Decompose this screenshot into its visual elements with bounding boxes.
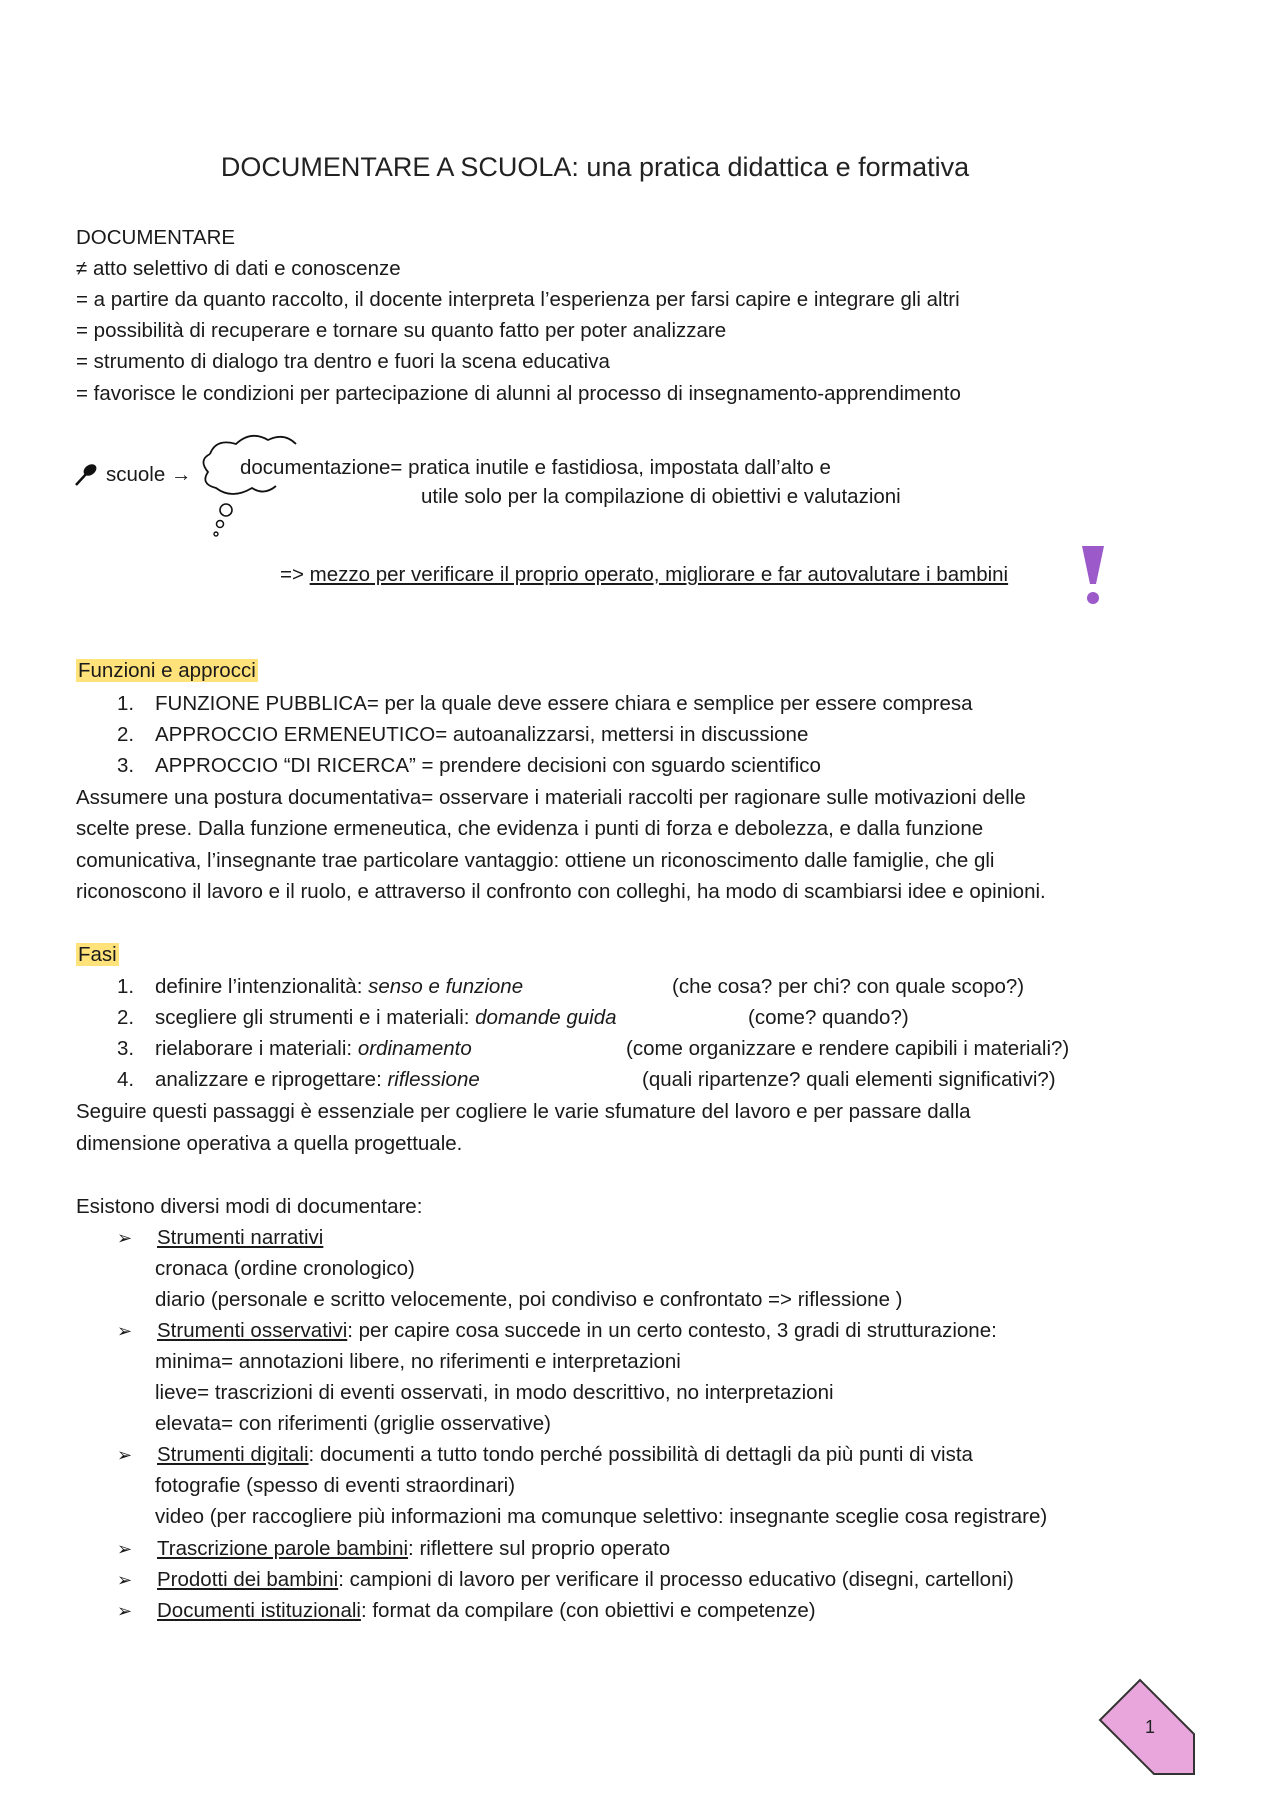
paragraph-line: scelte prese. Dalla funzione ermeneutica, che evidenza i punti di forza e debolezza, e dalla funzione [76, 817, 984, 840]
page-number: 1 [1144, 1717, 1155, 1737]
bullet-arrow-icon: ➢ [117, 1570, 133, 1590]
intro-point: = strumento di dialogo tra dentro e fuori la scena educativa [76, 350, 610, 373]
fase-question: (come organizzare e rendere capibili i materiali?) [626, 1037, 1070, 1060]
paragraph-line: Seguire questi passaggi è essenziale per cogliere le varie sfumature del lavoro e per passare dalla [76, 1100, 971, 1123]
bullet-item [117, 1319, 997, 1343]
item-text: APPROCCIO ERMENEUTICO= autoanalizzarsi, mettersi in discussione [155, 723, 809, 746]
bullet-text: : campioni di lavoro per verificare il processo educativo (disegni, cartelloni) [338, 1568, 1014, 1591]
conclusion-arrow: => [280, 563, 310, 586]
item-text: FUNZIONE PUBBLICA= per la quale deve essere chiara e semplice per essere compresa [155, 692, 973, 715]
bullet-item [117, 1226, 323, 1250]
bullet-sub: fotografie (spesso di eventi straordinari) [155, 1474, 516, 1497]
exclamation-icon [1078, 544, 1108, 606]
thought-line: documentazione= pratica inutile e fastidiosa, impostata dall’alto e [240, 456, 831, 479]
bullet-sub: lieve= trascrizioni di eventi osservati, in modo descrittivo, no interpretazioni [155, 1381, 834, 1404]
fase-question: (come? quando?) [748, 1006, 909, 1029]
bullet-text: : riflettere sul proprio operato [408, 1537, 671, 1560]
item-number: 1. [117, 975, 135, 998]
bullet-item [117, 1599, 816, 1623]
page-title: DOCUMENTARE A SCUOLA: una pratica didattica e formativa [220, 152, 970, 182]
bullet-sub: cronaca (ordine cronologico) [155, 1257, 415, 1280]
thought-cloud-icon [196, 430, 316, 540]
bullet-title: Trascrizione parole bambini [157, 1537, 409, 1560]
section-heading [76, 943, 119, 967]
fase-item [117, 1006, 617, 1030]
bullet-title: Strumenti digitali [157, 1443, 309, 1466]
item-number: 2. [117, 1006, 135, 1029]
intro-point: = a partire da quanto raccolto, il docente interpreta l’esperienza per farsi capire e integrare gli altri [76, 288, 960, 311]
bullet-arrow-icon: ➢ [117, 1228, 133, 1248]
item-number: 1. [117, 692, 135, 715]
bullet-title: Strumenti osservativi [157, 1319, 348, 1342]
intro-point: = favorisce le condizioni per partecipazione di alunni al processo di insegnamento-apprendimento [76, 382, 961, 405]
list-item [117, 754, 821, 778]
bullet-text: : documenti a tutto tondo perché possibilità di dettagli da più punti di vista [308, 1443, 973, 1466]
bullet-item [117, 1443, 973, 1467]
modi-intro: Esistono diversi modi di documentare: [76, 1195, 423, 1218]
paragraph-line: Assumere una postura documentativa= osservare i materiali raccolti per ragionare sulle motivazioni delle [76, 786, 1026, 809]
list-item [117, 692, 973, 716]
bullet-sub: minima= annotazioni libere, no riferimenti e interpretazioni [155, 1350, 681, 1373]
funzioni-heading: Funzioni e approcci [78, 659, 256, 682]
item-emphasis: senso e funzione [368, 975, 524, 998]
bullet-arrow-icon: ➢ [117, 1539, 133, 1559]
fase-question: (che cosa? per chi? con quale scopo?) [672, 975, 1025, 998]
fase-item [117, 975, 523, 999]
item-number: 2. [117, 723, 135, 746]
list-item [117, 723, 808, 747]
item-number: 3. [117, 1037, 135, 1060]
fase-item [117, 1068, 480, 1092]
item-text: scegliere gli strumenti e i materiali: [155, 1006, 476, 1029]
intro-heading: DOCUMENTARE [76, 226, 236, 249]
paragraph-line: comunicativa, l’insegnante trae particolare vantaggio: ottiene un riconoscimento dalle famiglie, che gli [76, 849, 995, 872]
bullet-item [117, 1568, 1014, 1592]
bullet-arrow-icon: ➢ [117, 1601, 133, 1621]
bullet-arrow-icon: ➢ [117, 1321, 133, 1341]
scuole-label: scuole → [106, 463, 192, 486]
pin-icon [74, 461, 100, 487]
conclusion-text: mezzo per verificare il proprio operato, migliorare e far autovalutare i bambini [309, 563, 1009, 586]
bullet-title: Documenti istituzionali [157, 1599, 361, 1622]
intro-point: = possibilità di recuperare e tornare su quanto fatto per poter analizzare [76, 319, 727, 342]
item-emphasis: riflessione [387, 1068, 480, 1091]
item-text: rielaborare i materiali: [155, 1037, 358, 1060]
item-text: APPROCCIO “DI RICERCA” = prendere decisioni con sguardo scientifico [155, 754, 821, 777]
bullet-sub: video (per raccogliere più informazioni ma comunque selettivo: insegnante sceglie cosa registrare) [155, 1505, 1048, 1528]
bullet-sub: elevata= con riferimenti (griglie osservative) [155, 1412, 551, 1435]
thought-line: utile solo per la compilazione di obiettivi e valutazioni [421, 485, 901, 508]
item-number: 3. [117, 754, 135, 777]
paragraph-line: riconoscono il lavoro e il ruolo, e attraverso il confronto con colleghi, ha modo di scambiarsi idee e opinioni. [76, 880, 1046, 903]
intro-point: ≠ atto selettivo di dati e conoscenze [76, 257, 401, 280]
bullet-text: : format da compilare (con obiettivi e competenze) [360, 1599, 816, 1622]
bullet-item [117, 1537, 670, 1561]
section-heading [76, 659, 258, 683]
item-number: 4. [117, 1068, 135, 1091]
bullet-title: Prodotti dei bambini [157, 1568, 339, 1591]
bullet-sub: diario (personale e scritto velocemente, poi condiviso e confrontato => riflessione ) [155, 1288, 903, 1311]
item-emphasis: domande guida [475, 1006, 617, 1029]
item-text: definire l’intenzionalità: [155, 975, 369, 998]
bullet-title: Strumenti narrativi [157, 1226, 324, 1249]
item-text: analizzare e riprogettare: [155, 1068, 388, 1091]
bullet-arrow-icon: ➢ [117, 1445, 133, 1465]
fasi-heading: Fasi [78, 943, 117, 966]
thought-conclusion [280, 563, 1008, 587]
fase-item [117, 1037, 472, 1061]
fase-question: (quali ripartenze? quali elementi significativi?) [642, 1068, 1056, 1091]
paragraph-line: dimensione operativa a quella progettuale. [76, 1132, 463, 1155]
item-emphasis: ordinamento [357, 1037, 472, 1060]
bullet-text: : per capire cosa succede in un certo contesto, 3 gradi di strutturazione: [347, 1319, 997, 1342]
